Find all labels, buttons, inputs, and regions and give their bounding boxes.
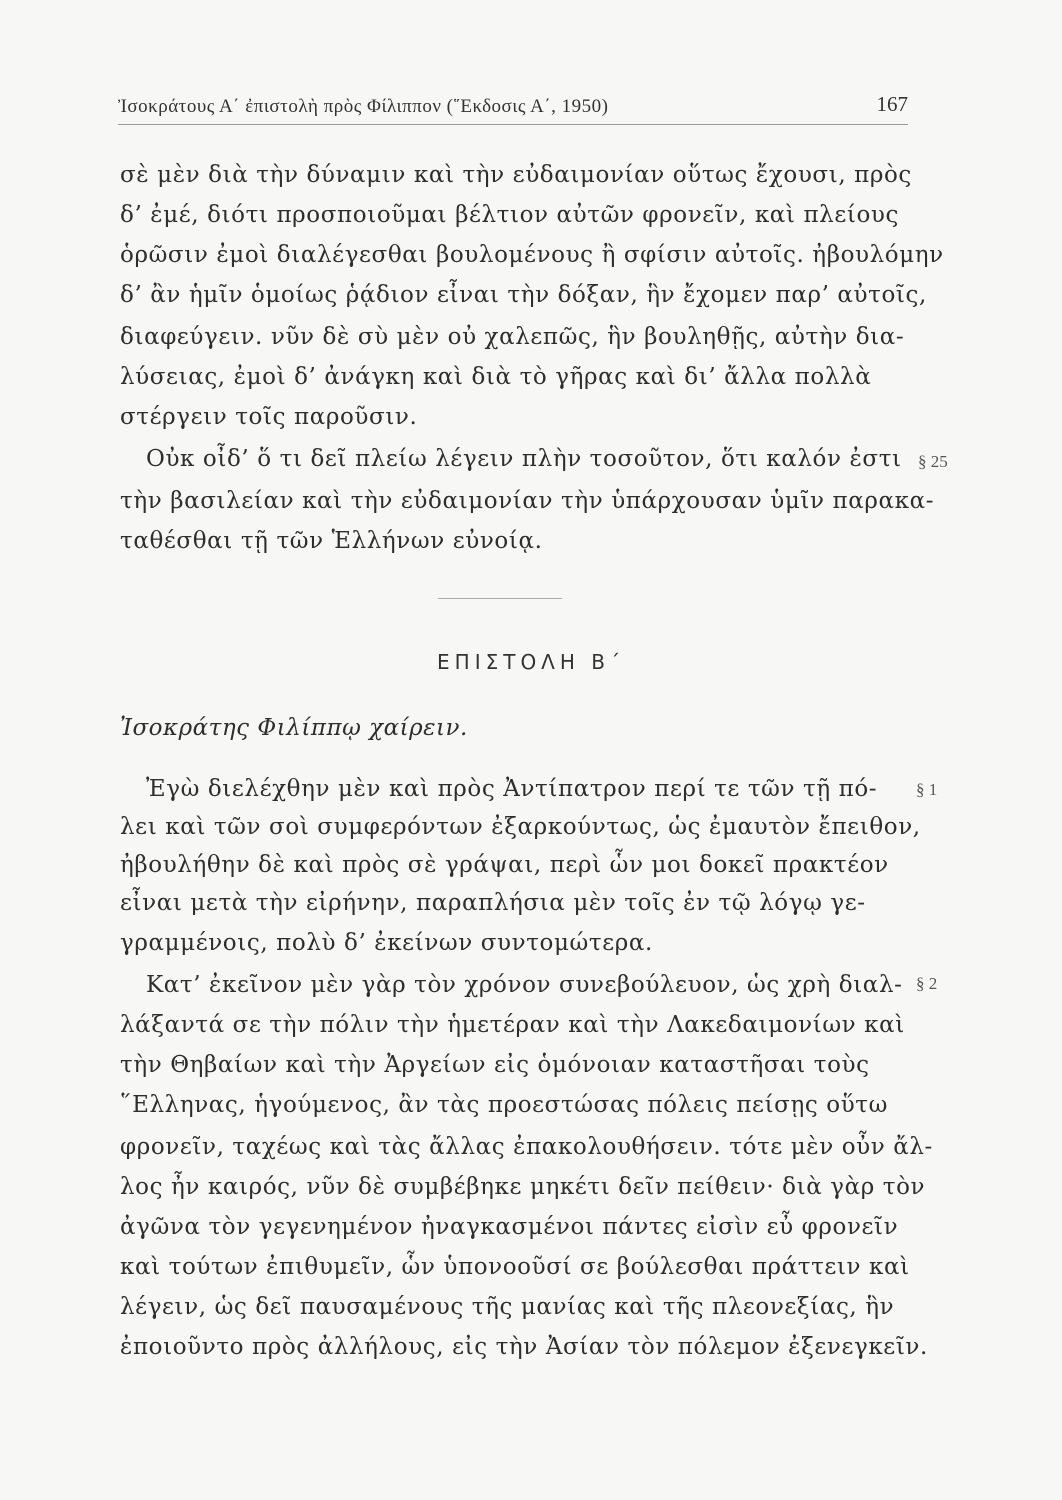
- text-line: διαφεύγειν. νῦν δὲ σὺ μὲν οὐ χαλεπῶς, ἣν βουληθῇς, αὐτὴν δια-: [120, 324, 905, 350]
- text-line: λος ἦν καιρός, νῦν δὲ συμβέβηκε μηκέτι δεῖν πείθειν· διὰ γὰρ τὸν: [120, 1174, 926, 1200]
- text-line: στέργειν τοῖς παροῦσιν.: [120, 404, 418, 430]
- text-line: δ’ ἐμέ, διότι προσποιοῦμαι βέλτιον αὐτῶν φρονεῖν, καὶ πλείους: [120, 202, 899, 228]
- section-divider: [438, 598, 562, 599]
- text-line: ῞Ελληνας, ἡγούμενος, ἂν τὰς προεστώσας πόλεις πείσῃς οὕτω: [120, 1092, 888, 1118]
- text-line: δ’ ἂν ἡμῖν ὁμοίως ῥᾴδιον εἶναι τὴν δόξαν, ἣν ἔχομεν παρ’ αὐτοῖς,: [120, 282, 927, 308]
- text-line: Ἐγὼ διελέχθην μὲν καὶ πρὸς Ἀντίπατρον περί τε τῶν τῇ πό-: [146, 776, 878, 802]
- letter-greeting: Ἰσοκράτης Φιλίππῳ χαίρειν.: [120, 715, 468, 741]
- text-line: Κατ’ ἐκεῖνον μὲν γὰρ τὸν χρόνον συνεβούλευον, ὡς χρὴ διαλ-: [146, 972, 903, 998]
- section-mark: § 2: [916, 974, 938, 993]
- text-line: γραμμένοις, πολὺ δ’ ἐκείνων συντομώτερα.: [120, 930, 653, 956]
- section-mark: § 25: [918, 452, 948, 471]
- text-line: ταθέσθαι τῇ τῶν Ἑλλήνων εὐνοίᾳ.: [120, 528, 543, 554]
- text-line: ἐποιοῦντο πρὸς ἀλλήλους, εἰς τὴν Ἀσίαν τὸν πόλεμον ἐξενεγκεῖν.: [120, 1334, 928, 1360]
- page-number: 167: [876, 92, 908, 116]
- text-line: τὴν Θηβαίων καὶ τὴν Ἀργείων εἰς ὁμόνοιαν καταστῆσαι τοὺς: [120, 1052, 870, 1078]
- text-line: λάξαντά σε τὴν πόλιν τὴν ἡμετέραν καὶ τὴν Λακεδαιμονίων καὶ: [120, 1012, 905, 1038]
- text-line: καὶ τούτων ἐπιθυμεῖν, ὧν ὑπονοοῦσί σε βούλεσθαι πράττειν καὶ: [120, 1254, 910, 1280]
- text-line: φρονεῖν, ταχέως καὶ τὰς ἄλλας ἐπακολουθήσειν. τότε μὲν οὖν ἄλ-: [120, 1134, 933, 1160]
- letter-heading: ΕΠΙΣΤΟΛΗ Β΄: [437, 650, 625, 674]
- text-line: λει καὶ τῶν σοὶ συμφερόντων ἐξαρκούντως, ὡς ἐμαυτὸν ἔπειθον,: [120, 814, 921, 840]
- text-line: τὴν βασιλείαν καὶ τὴν εὐδαιμονίαν τὴν ὑπάρχουσαν ὑμῖν παρακα-: [120, 488, 935, 514]
- text-line: λέγειν, ὡς δεῖ παυσαμένους τῆς μανίας καὶ τῆς πλεονεξίας, ἣν: [120, 1294, 895, 1320]
- text-line: λύσειας, ἐμοὶ δ’ ἀνάγκη καὶ διὰ τὸ γῆρας καὶ δι’ ἄλλα πολλὰ: [120, 364, 872, 390]
- header-title: Ἰσοκράτους Α΄ ἐπιστολὴ πρὸς Φίλιππον (῞Εκδοσις Α΄, 1950): [118, 96, 609, 117]
- text-line: ὁρῶσιν ἐμοὶ διαλέγεσθαι βουλομένους ἢ σφίσιν αὐτοῖς. ἠβουλόμην: [120, 242, 944, 268]
- section-mark: § 1: [916, 780, 938, 799]
- text-line: ἠβουλήθην δὲ καὶ πρὸς σὲ γράψαι, περὶ ὧν μοι δοκεῖ πρακτέον: [120, 852, 889, 878]
- running-header: [118, 92, 908, 125]
- text-line: ἀγῶνα τὸν γεγενημένον ἠναγκασμένοι πάντες εἰσὶν εὖ φρονεῖν: [120, 1214, 899, 1240]
- text-line: εἶναι μετὰ τὴν εἰρήνην, παραπλήσια μὲν τοῖς ἐν τῷ λόγῳ γε-: [120, 890, 866, 916]
- text-line: Οὐκ οἶδ’ ὅ τι δεῖ πλείω λέγειν πλὴν τοσοῦτον, ὅτι καλόν ἐστι: [146, 446, 902, 472]
- text-line: σὲ μὲν διὰ τὴν δύναμιν καὶ τὴν εὐδαιμονίαν οὕτως ἔχουσι, πρὸς: [120, 162, 912, 188]
